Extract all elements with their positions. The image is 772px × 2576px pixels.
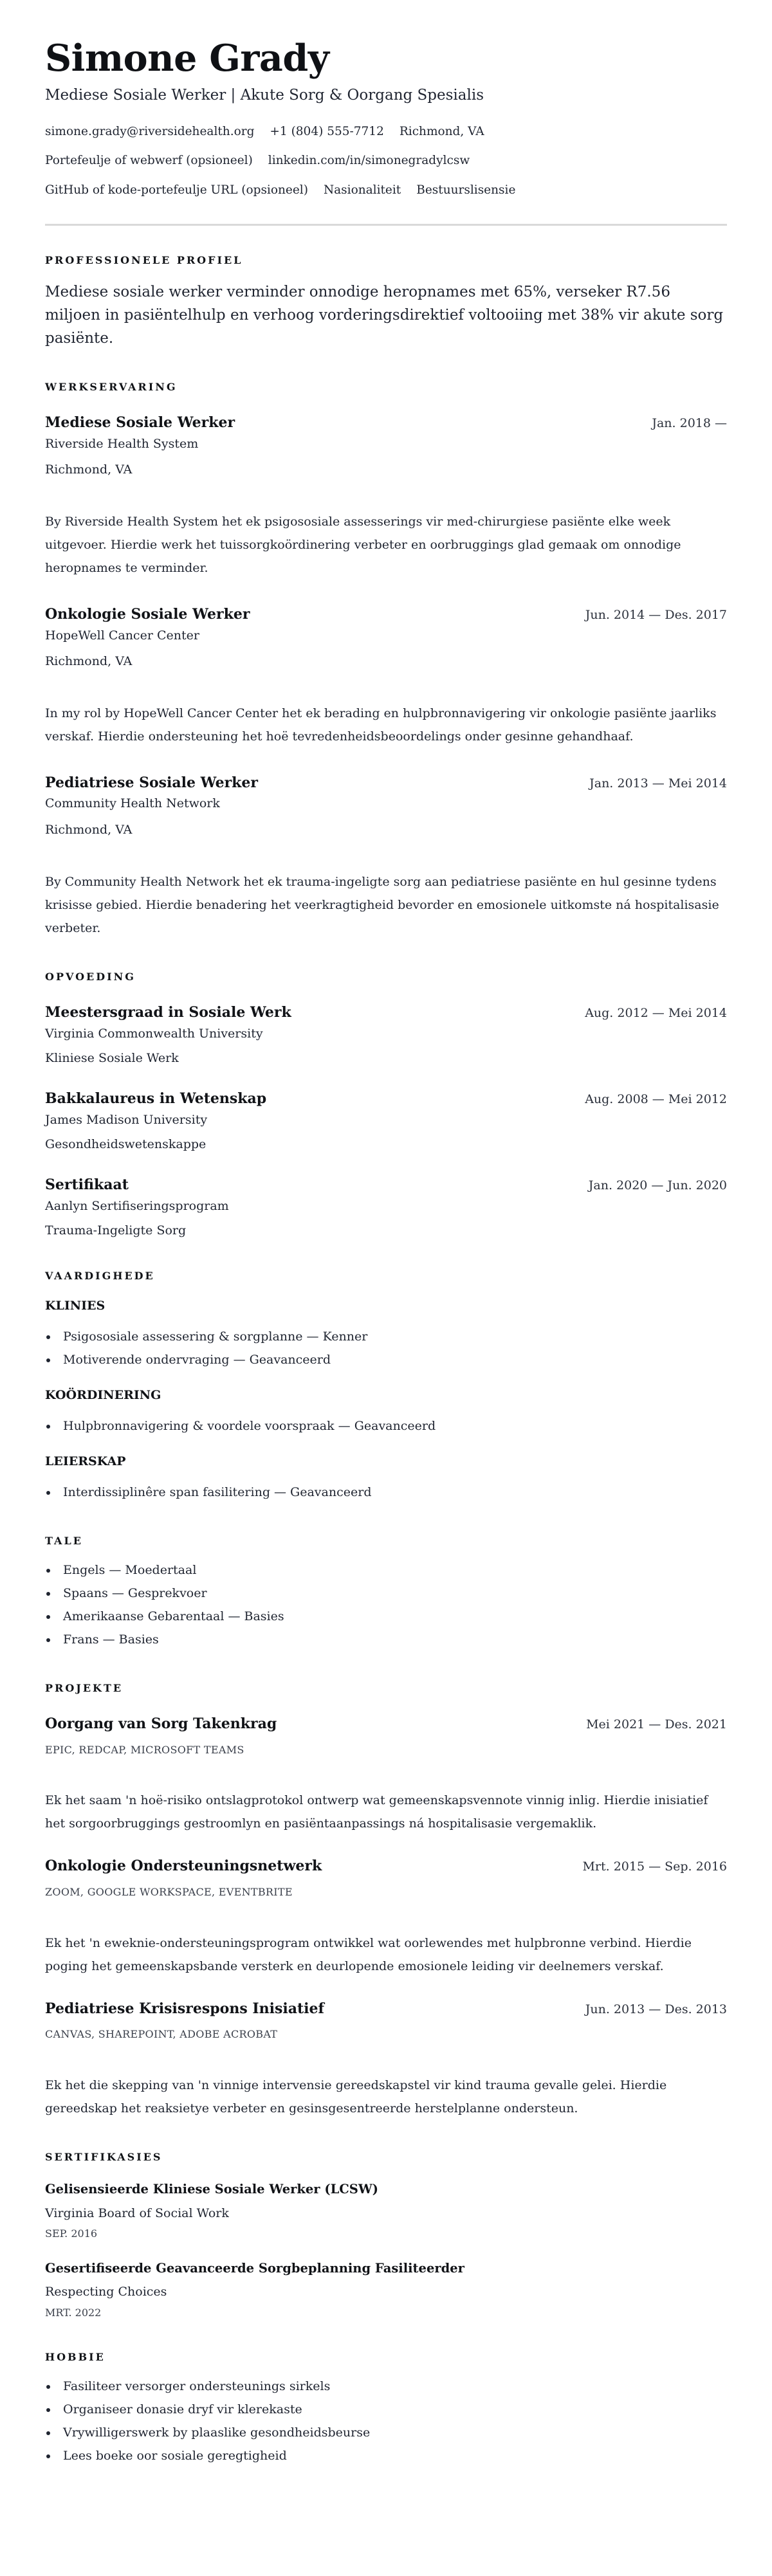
certification-date: MRT. 2022 [45, 2307, 102, 2319]
job-description: By Community Health Network het ek trauma-ingeligte sorg aan pediatriese pasiënte en hul gesinne tydens krisisse gebied. Hierdie benadering het veerkragtigheid bevorder en emosionele uitkomste ná hospitalisasie verbeter. [45, 874, 719, 935]
project-name: Onkologie Ondersteuningsnetwerk [45, 1858, 322, 1875]
skill-list [45, 1481, 727, 1504]
language-list [45, 1558, 727, 1651]
section-title: PROJEKTE [45, 1681, 124, 1694]
hobby-list [45, 2375, 727, 2467]
certification-item [45, 2181, 727, 2241]
education-item [45, 1003, 727, 1066]
project-description: Ek het die skepping van 'n vinnige intervensie gereedskapstel vir kind trauma gevalle gelei. Hierdie gereedskap het reaksietye verbeter en gesinsgesentreerde herstelplanne ondersteun. [45, 2078, 667, 2116]
contact-phone[interactable]: +1 (804) 555-7712 [270, 125, 384, 139]
skill-list [45, 1414, 727, 1438]
contact-row [45, 183, 727, 198]
profile-section [45, 254, 727, 350]
job-location: Richmond, VA [45, 654, 133, 669]
job-company: Community Health Network [45, 796, 220, 811]
skill-group-title: KLINIES [45, 1299, 106, 1313]
job-dates: Jan. 2013 — Mei 2014 [589, 776, 727, 790]
experience-item [45, 414, 727, 580]
hobby-item: Fasiliteer versorger ondersteunings sirkels [45, 2375, 727, 2398]
hobby-item: Lees boeke oor sosiale geregtigheid [45, 2444, 727, 2467]
education-section [45, 971, 727, 1239]
skill-group [45, 1454, 727, 1504]
projects-section [45, 1682, 727, 2120]
education-item [45, 1176, 727, 1239]
project-item [45, 1715, 727, 1835]
hobby-item: Vrywilligerswerk by plaaslike gesondheidsbeurse [45, 2421, 727, 2444]
experience-item [45, 605, 727, 748]
section-title: PROFESSIONELE PROFIEL [45, 253, 243, 266]
certification-issuer: Respecting Choices [45, 2285, 167, 2299]
certifications-section [45, 2151, 727, 2320]
education-dates: Aug. 2012 — Mei 2014 [585, 1006, 727, 1021]
language-item: Engels — Moedertaal [45, 1558, 727, 1582]
section-title: VAARDIGHEDE [45, 1269, 155, 1282]
experience-list [45, 414, 727, 940]
degree-title: Meestersgraad in Sosiale Werk [45, 1004, 291, 1021]
contact-row [45, 124, 727, 140]
education-list [45, 1003, 727, 1239]
language-item: Amerikaanse Gebarentaal — Basies [45, 1605, 727, 1628]
contact-drivers-license: Bestuurslisensie [416, 183, 516, 197]
project-description: Ek het 'n eweknie-ondersteuningsprogram ontwikkel wat oorlewendes met hulpbronne verbind. Hierdie poging het gemeenskapsbande versterk en deurlopende emosionele leiding vir deelnemers verskaf. [45, 1935, 692, 1973]
language-item: Frans — Basies [45, 1628, 727, 1651]
education-item [45, 1090, 727, 1153]
project-name: Pediatriese Krisisrespons Inisiatief [45, 2000, 324, 2017]
school-name: Aanlyn Sertifiseringsprogram [45, 1198, 229, 1213]
degree-title: Sertifikaat [45, 1176, 129, 1193]
section-title: HOBBIE [45, 2350, 106, 2363]
project-dates: Mei 2021 — Des. 2021 [586, 1717, 727, 1731]
skill-item: Interdissiplinêre span fasilitering — Geavanceerd [45, 1481, 727, 1504]
skill-item: Hulpbronnavigering & voordele voorspraak — Geavanceerd [45, 1414, 727, 1438]
profile-summary: Mediese sosiale werker verminder onnodige heropnames met 65%, verseker R7.56 miljoen in pasiëntelhulp en verhoog vorderingsdirektief voltooiing met 38% vir akute sorg pasiënte. [45, 283, 724, 347]
section-title: SERTIFIKASIES [45, 2151, 163, 2164]
job-dates: Jun. 2014 — Des. 2017 [585, 607, 727, 622]
project-name: Oorgang van Sorg Takenkrag [45, 1715, 277, 1732]
certification-date: SEP. 2016 [45, 2227, 98, 2240]
job-company: Riverside Health System [45, 436, 199, 451]
job-title: Mediese Sosiale Werker [45, 414, 235, 431]
skill-item: Psigososiale assessering & sorgplanne — Kenner [45, 1325, 727, 1348]
project-item [45, 1857, 727, 1977]
experience-section [45, 381, 727, 940]
certification-name: Gelisensieerde Kliniese Sosiale Werker (LCSW) [45, 2182, 379, 2197]
project-tech: CANVAS, SHAREPOINT, ADOBE ACROBAT [45, 2028, 278, 2041]
skill-item: Motiverende ondervraging — Geavanceerd [45, 1348, 727, 1371]
contact-linkedin[interactable]: linkedin.com/in/simonegradylcsw [268, 154, 470, 168]
job-title: Pediatriese Sosiale Werker [45, 774, 258, 791]
project-item [45, 2000, 727, 2120]
education-dates: Jan. 2020 — Jun. 2020 [588, 1178, 727, 1192]
skill-group [45, 1299, 727, 1371]
field-of-study: Trauma-Ingeligte Sorg [45, 1223, 187, 1238]
contact-portfolio[interactable]: Portefeulje of webwerf (opsioneel) [45, 154, 253, 168]
hobbies-section [45, 2351, 727, 2467]
job-location: Richmond, VA [45, 462, 133, 477]
candidate-name: Simone Grady [45, 37, 329, 80]
skill-group [45, 1388, 727, 1438]
project-dates: Mrt. 2015 — Sep. 2016 [582, 1859, 727, 1874]
school-name: James Madison University [45, 1112, 208, 1127]
job-description: By Riverside Health System het ek psigososiale assesserings vir med-chirurgiese pasiënte elke week uitgevoer. Hierdie werk het tuissorgkoördinering verbeter en oorbruggings glad gemaak om onnodige heropnames te verminder. [45, 514, 681, 575]
skills-section [45, 1270, 727, 1504]
section-title: OPVOEDING [45, 970, 136, 983]
candidate-headline: Mediese Sosiale Werker | Akute Sorg & Oorgang Spesialis [45, 86, 484, 104]
degree-title: Bakkalaureus in Wetenskap [45, 1090, 267, 1108]
certification-issuer: Virginia Board of Social Work [45, 2206, 229, 2220]
project-list [45, 1715, 727, 2120]
contact-nationality: Nasionaliteit [323, 183, 401, 197]
job-location: Richmond, VA [45, 823, 133, 837]
languages-section [45, 1535, 727, 1651]
skill-group-title: LEIERSKAP [45, 1454, 126, 1468]
field-of-study: Gesondheidswetenskappe [45, 1137, 207, 1152]
job-description: In my rol by HopeWell Cancer Center het ek berading en hulpbronnavigering vir onkologie pasiënte jaarliks verskaf. Hierdie ondersteuning het hoë tevredenheidsbeoordelings onder gesinne gehandhaaf. [45, 706, 717, 744]
education-dates: Aug. 2008 — Mei 2012 [585, 1092, 727, 1107]
section-title: TALE [45, 1534, 83, 1547]
project-tech: EPIC, REDCAP, MICROSOFT TEAMS [45, 1743, 244, 1756]
project-dates: Jun. 2013 — Des. 2013 [585, 2002, 727, 2016]
experience-item [45, 774, 727, 940]
field-of-study: Kliniese Sosiale Werk [45, 1051, 179, 1066]
certification-list [45, 2181, 727, 2320]
job-title: Onkologie Sosiale Werker [45, 605, 250, 623]
resume-header [45, 37, 727, 198]
skill-group-title: KOÖRDINERING [45, 1387, 161, 1402]
job-dates: Jan. 2018 — [652, 416, 727, 430]
language-item: Spaans — Gesprekvoer [45, 1582, 727, 1605]
hobby-item: Organiseer donasie dryf vir klerekaste [45, 2398, 727, 2421]
contact-email[interactable]: simone.grady@riversidehealth.org [45, 125, 255, 139]
section-title: WERKSERVARING [45, 380, 178, 393]
skill-list [45, 1325, 727, 1371]
certification-item [45, 2260, 727, 2320]
project-description: Ek het saam 'n hoë-risiko ontslagprotokol ontwerp wat gemeenskapsvennote vinnig inlig. Hierdie inisiatief het sorgoorbruggings gestroomlyn en pasiëntaanpassings ná hospitalisasie vergemaklik. [45, 1793, 708, 1831]
contact-github[interactable]: GitHub of kode-portefeulje URL (opsioneel) [45, 183, 308, 197]
header-divider [45, 224, 727, 226]
project-tech: ZOOM, GOOGLE WORKSPACE, EVENTBRITE [45, 1885, 293, 1898]
job-company: HopeWell Cancer Center [45, 628, 199, 643]
contact-location: Richmond, VA [399, 125, 484, 139]
certification-name: Gesertifiseerde Geavanceerde Sorgbeplanning Fasiliteerder [45, 2261, 464, 2276]
contact-row [45, 153, 727, 169]
school-name: Virginia Commonwealth University [45, 1026, 263, 1041]
